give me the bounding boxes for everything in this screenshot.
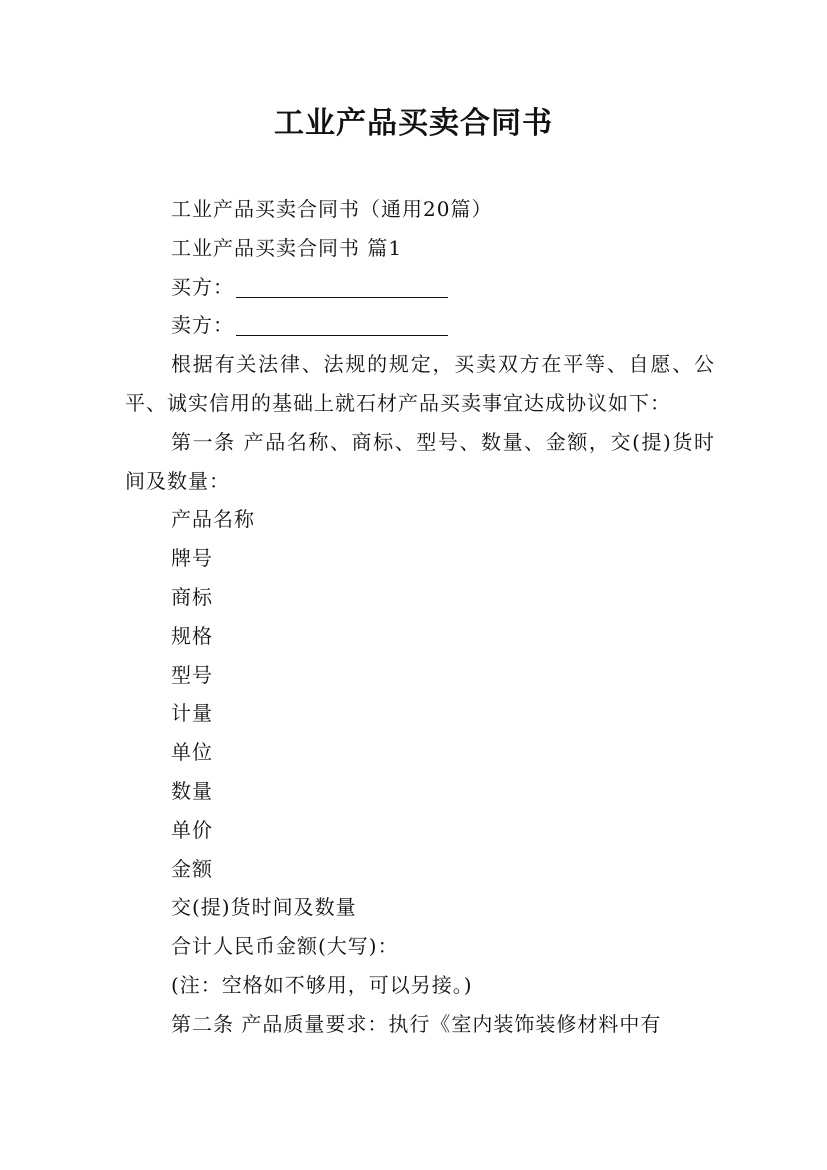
field-product-name: 产品名称: [171, 507, 255, 532]
article-2: 第二条 产品质量要求：执行《室内装饰装修材料中有: [171, 1011, 662, 1036]
field-total-rmb: 合计人民币金额(大写)：: [171, 934, 399, 959]
document-body: [125, 190, 715, 1044]
field-unit-price: 单价: [171, 817, 213, 842]
field-amount: 金额: [171, 856, 213, 881]
field-trademark: 商标: [171, 584, 213, 609]
buyer-label: 买方：: [171, 274, 234, 299]
subtitle-line: 工业产品买卖合同书（通用20篇）: [171, 197, 493, 221]
buyer-line: [125, 268, 715, 307]
field-specification: 规格: [171, 623, 213, 648]
seller-line: [125, 306, 715, 345]
document-title: 工业产品买卖合同书: [274, 106, 553, 141]
article-1: 第一条 产品名称、商标、型号、数量、金额，交(提)货时间及数量：: [125, 429, 715, 493]
seller-blank: [236, 309, 448, 336]
intro-paragraph: 根据有关法律、法规的规定，买卖双方在平等、自愿、公平、诚实信用的基础上就石材产品买卖事宜达成协议如下：: [125, 352, 715, 415]
field-unit: 单位: [171, 740, 213, 765]
field-model: 型号: [171, 662, 213, 687]
seller-label: 卖方：: [171, 313, 234, 338]
field-measurement: 计量: [171, 701, 213, 726]
note-line: (注：空格如不够用，可以另接。): [171, 972, 473, 997]
section-heading: 工业产品买卖合同书 篇1: [171, 235, 403, 260]
buyer-blank: [236, 271, 448, 298]
field-brand-number: 牌号: [171, 546, 213, 571]
field-quantity: 数量: [171, 778, 213, 803]
field-delivery-time: 交(提)货时间及数量: [171, 895, 357, 920]
